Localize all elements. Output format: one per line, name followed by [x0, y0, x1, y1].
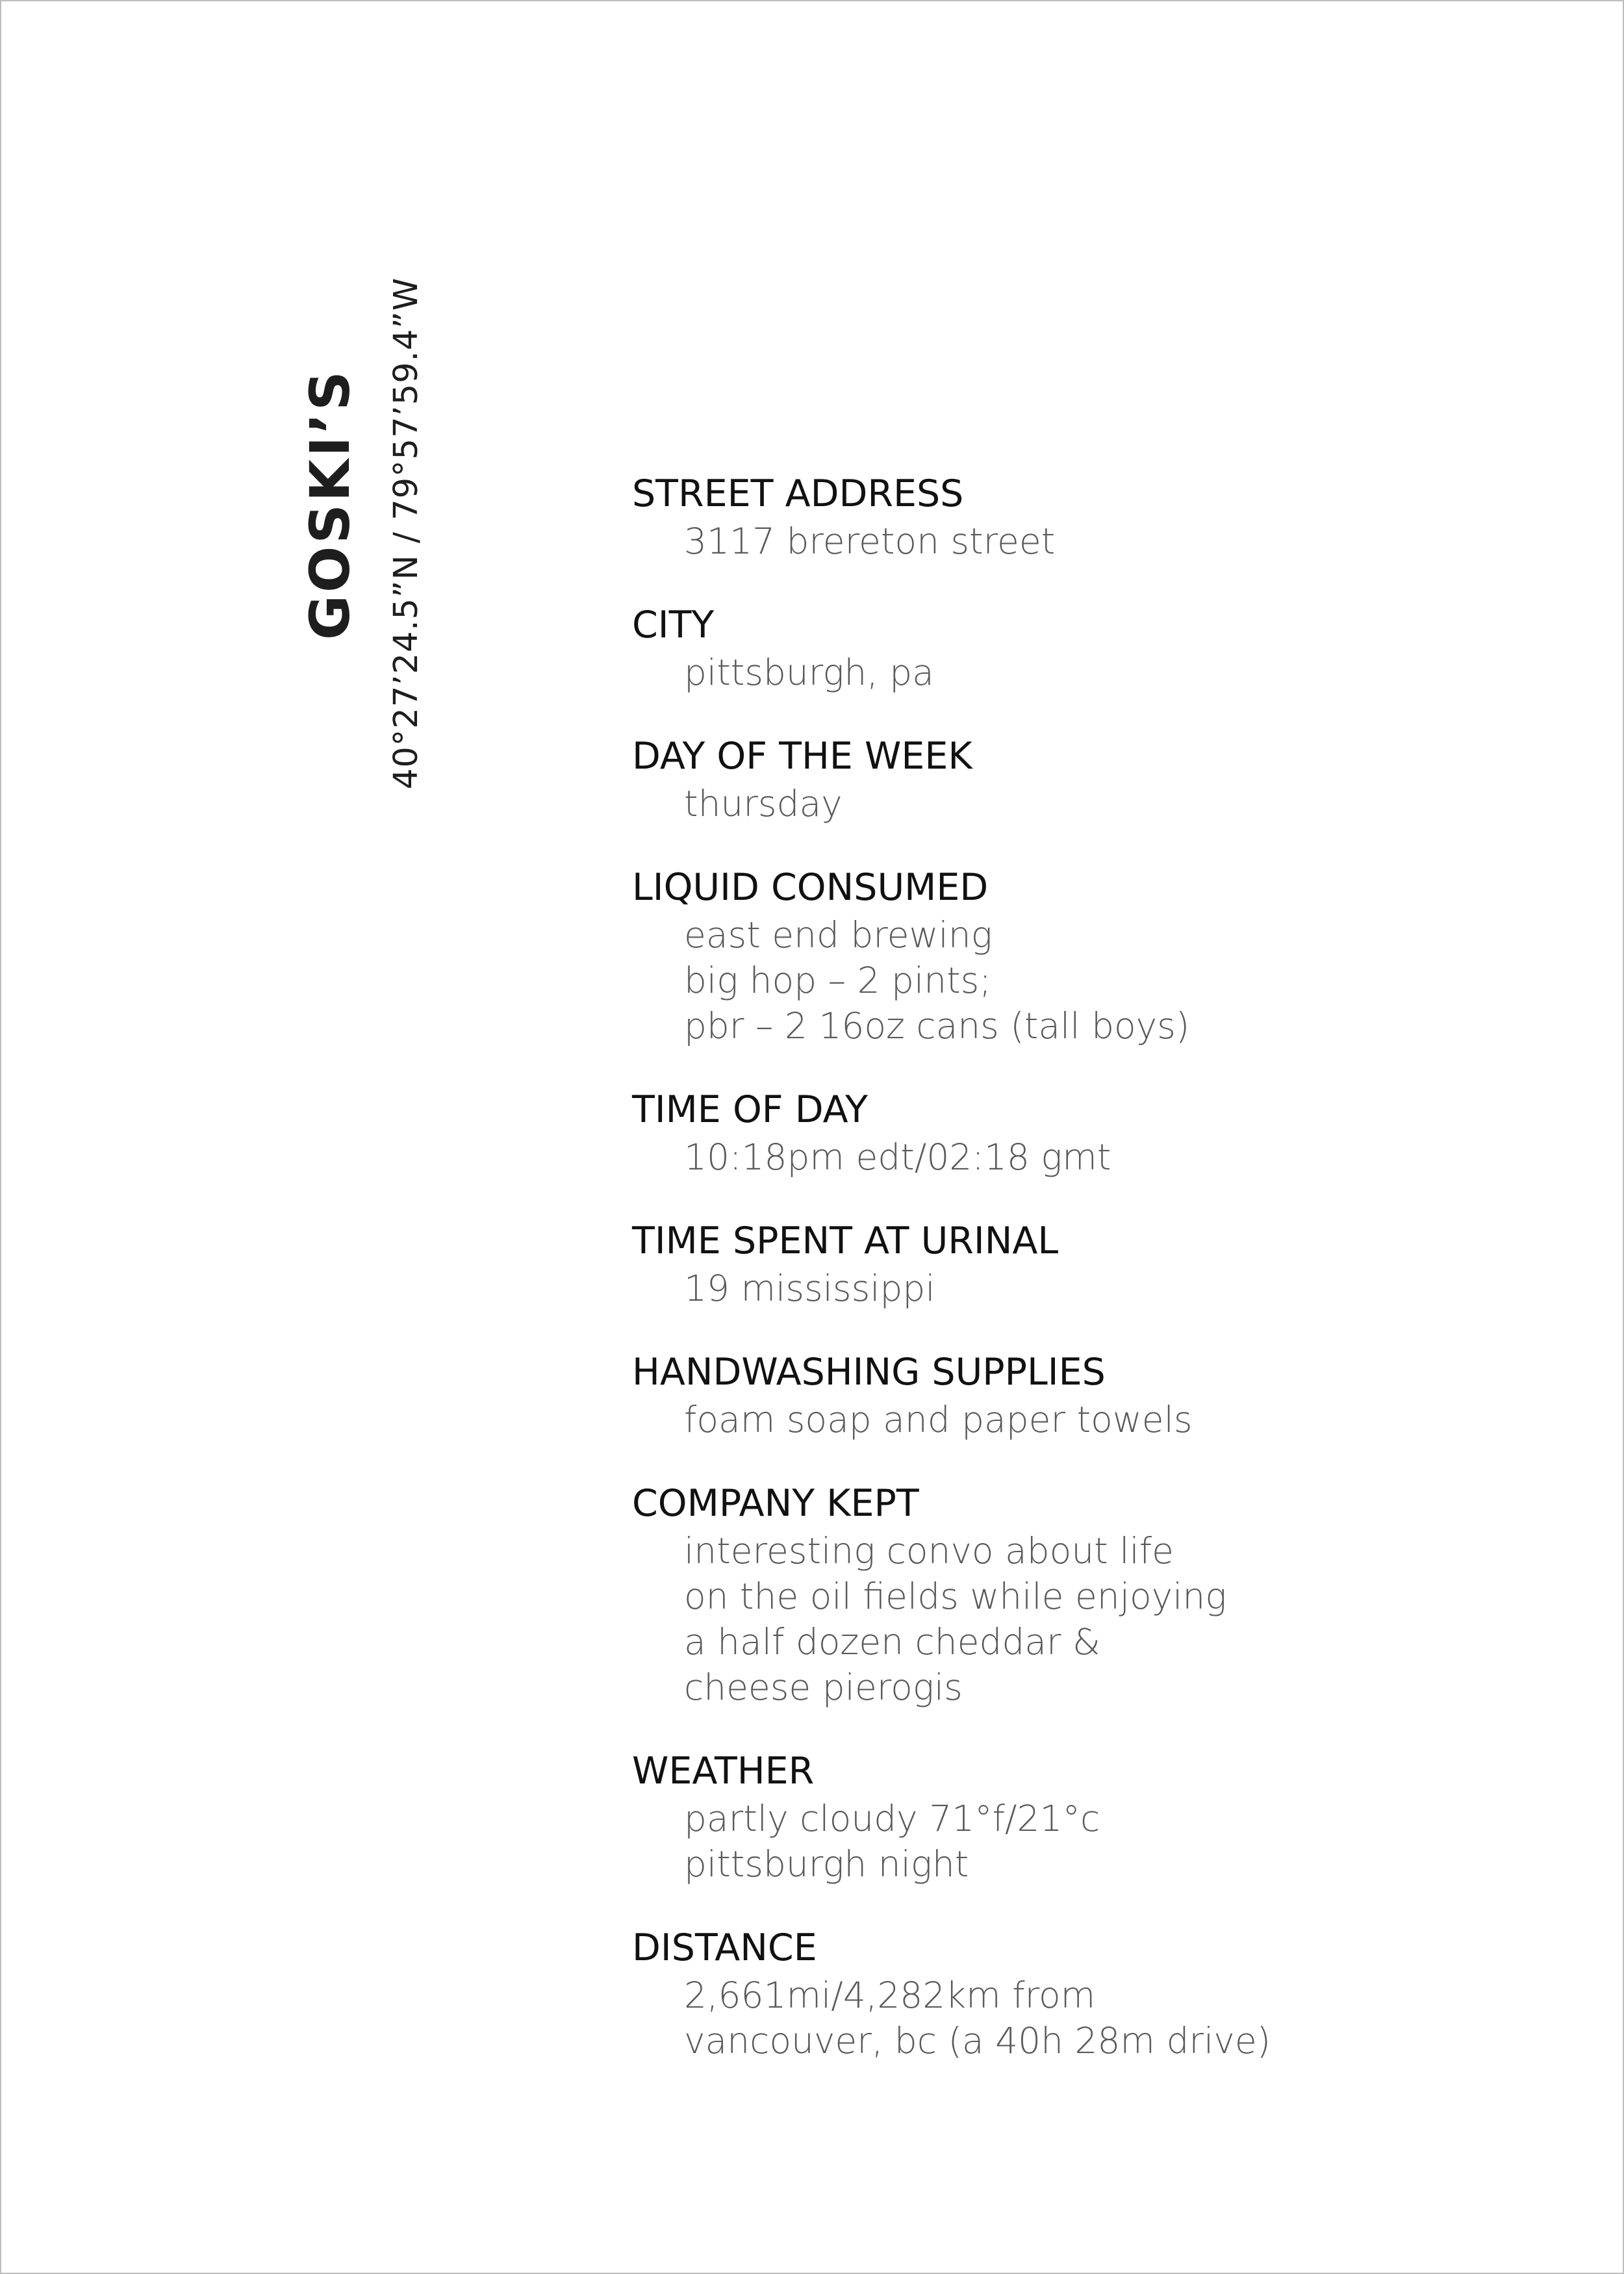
entry-value-line: on the oil fields while enjoying — [684, 1576, 1227, 1617]
entry-value-line: partly cloudy 71°f/21°c — [684, 1798, 1100, 1839]
entry-value-line: 19 mississippi — [684, 1268, 935, 1309]
entry-value — [632, 1266, 1574, 1311]
entry-value — [632, 781, 1574, 826]
entry-value-line: 2,661mi/4,282km from — [684, 1974, 1096, 2016]
entry-value-line: pittsburgh, pa — [684, 652, 934, 693]
entry-company-kept — [632, 1479, 1574, 1710]
entry-label: COMPANY KEPT — [632, 1482, 919, 1525]
entry-label: DISTANCE — [632, 1926, 817, 1969]
entry-label: LIQUID CONSUMED — [632, 866, 989, 909]
entry-value-line: thursday — [684, 783, 843, 824]
entry-city — [632, 600, 1574, 695]
entry-label: STREET ADDRESS — [632, 472, 964, 515]
entry-value-line: cheese pierogis — [684, 1667, 963, 1708]
entry-value — [632, 1973, 1574, 2063]
entry-day-of-week — [632, 732, 1574, 826]
entry-handwashing-supplies — [632, 1348, 1574, 1442]
entry-label: TIME OF DAY — [632, 1088, 868, 1131]
entry-time-of-day — [632, 1085, 1574, 1180]
venue-name: GOSKI’S — [298, 368, 362, 640]
entry-value-line: east end brewing — [684, 914, 993, 956]
entry-value-line: a half dozen cheddar & — [684, 1621, 1100, 1663]
entry-value-line: foam soap and paper towels — [684, 1399, 1193, 1440]
entry-value-line: 10:18pm edt/02:18 gmt — [684, 1136, 1111, 1178]
entry-value-line: big hop – 2 pints; — [684, 960, 991, 1001]
coordinates-text: 40°27’24.5”N / 79°57’59.4”W — [387, 277, 425, 789]
entry-value — [632, 1528, 1574, 1710]
entry-liquid-consumed — [632, 863, 1574, 1049]
entry-distance — [632, 1923, 1574, 2063]
entry-value-line: pbr – 2 16oz cans (tall boys) — [684, 1005, 1190, 1047]
entry-value — [632, 518, 1574, 564]
entry-label: CITY — [632, 604, 715, 646]
entry-value-line: vancouver, bc (a 40h 28m drive) — [684, 2020, 1271, 2062]
entry-value-line: interesting convo about life — [684, 1530, 1174, 1572]
visit-log — [632, 469, 1574, 2100]
entry-value — [632, 1796, 1574, 1887]
entry-time-at-urinal — [632, 1216, 1574, 1311]
entry-value — [632, 912, 1574, 1049]
entry-label: HANDWASHING SUPPLIES — [632, 1351, 1106, 1394]
entry-weather — [632, 1746, 1574, 1887]
entry-street-address — [632, 469, 1574, 564]
entry-label: DAY OF THE WEEK — [632, 735, 972, 778]
entry-value — [632, 650, 1574, 695]
entry-value-line: 3117 brereton street — [684, 520, 1056, 562]
entry-label: WEATHER — [632, 1750, 815, 1793]
entry-value — [632, 1397, 1574, 1442]
entry-value — [632, 1134, 1574, 1180]
entry-value-line: pittsburgh night — [684, 1843, 969, 1885]
entry-label: TIME SPENT AT URINAL — [632, 1220, 1059, 1262]
